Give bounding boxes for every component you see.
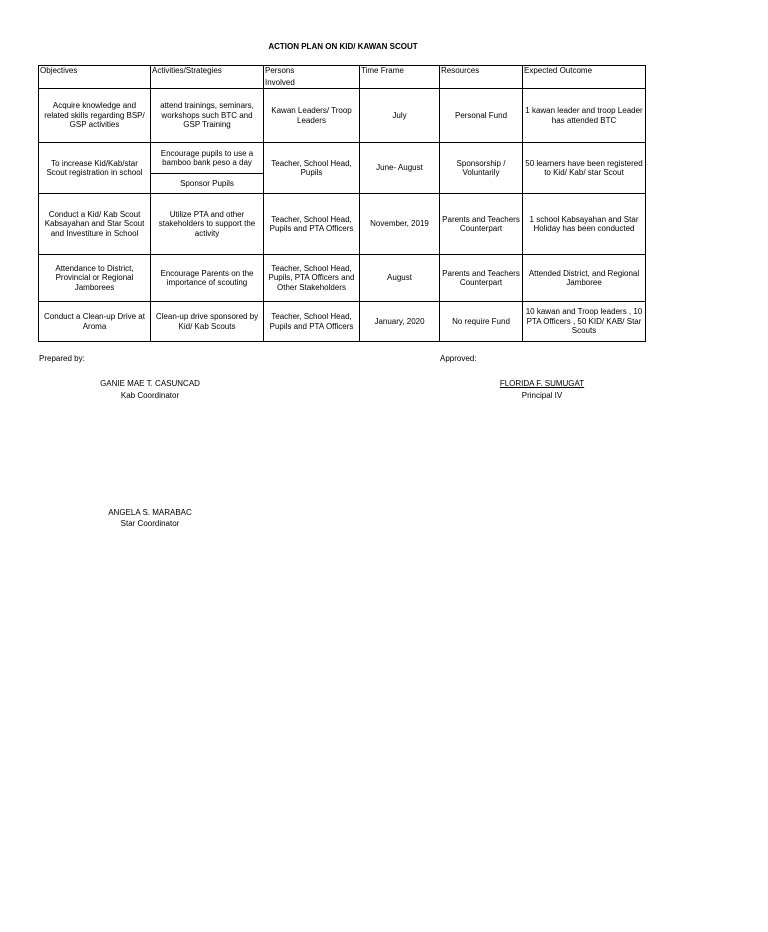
time-cell: July xyxy=(360,89,440,143)
action-plan-table xyxy=(38,65,646,342)
outcome-cell: 50 learners have been registered to Kid/ Kab/ star Scout xyxy=(523,143,646,194)
outcome-cell: 1 kawan leader and troop Leader has attended BTC xyxy=(523,89,646,143)
objective-cell: Conduct a Clean-up Drive at Aroma xyxy=(39,302,151,342)
time-cell: January, 2020 xyxy=(360,302,440,342)
header-persons-line2: Involved xyxy=(265,77,295,87)
preparer2-name: ANGELA S. MARABAC xyxy=(108,508,192,517)
header-resources: Resources xyxy=(440,66,523,89)
activity-cell: Clean-up drive sponsored by Kid/ Kab Scouts xyxy=(151,302,264,342)
table-row xyxy=(39,143,646,174)
activity-cell: attend trainings, seminars, workshops such BTC and GSP Training xyxy=(151,89,264,143)
resources-cell: Parents and Teachers Counterpart xyxy=(440,255,523,302)
header-objectives: Objectives xyxy=(39,66,151,89)
time-cell: November, 2019 xyxy=(360,194,440,255)
resources-cell: Personal Fund xyxy=(440,89,523,143)
activity-extra-cell: Sponsor Pupils xyxy=(151,174,264,194)
table-row xyxy=(39,194,646,255)
objective-cell: Attendance to District, Provincial or Regional Jamborees xyxy=(39,255,151,302)
header-persons xyxy=(264,66,360,89)
persons-cell: Teacher, School Head, Pupils, PTA Officers and Other Stakeholders xyxy=(264,255,360,302)
persons-cell: Kawan Leaders/ Troop Leaders xyxy=(264,89,360,143)
resources-cell: Sponsorship / Voluntarily xyxy=(440,143,523,194)
time-cell: June- August xyxy=(360,143,440,194)
prepared-by-label: Prepared by: xyxy=(39,354,85,363)
table-row xyxy=(39,255,646,302)
table-header-row xyxy=(39,66,646,89)
outcome-cell: 10 kawan and Troop leaders , 10 PTA Officers , 50 KID/ KAB/ Star Scouts xyxy=(523,302,646,342)
approver-title: Principal IV xyxy=(521,391,563,400)
preparer1-name: GANIE MAE T. CASUNCAD xyxy=(100,379,200,388)
resources-cell: No require Fund xyxy=(440,302,523,342)
persons-cell: Teacher, School Head, Pupils and PTA Officers xyxy=(264,194,360,255)
header-time-frame: Time Frame xyxy=(360,66,440,89)
header-activities: Activities/Strategies xyxy=(151,66,264,89)
objective-cell: Acquire knowledge and related skills regarding BSP/ GSP activities xyxy=(39,89,151,143)
document-title: ACTION PLAN ON KID/ KAWAN SCOUT xyxy=(268,42,418,51)
preparer1-title: Kab Coordinator xyxy=(120,391,180,400)
activity-cell: Utilize PTA and other stakeholders to support the activity xyxy=(151,194,264,255)
persons-cell: Teacher, School Head, Pupils and PTA Officers xyxy=(264,302,360,342)
table-row xyxy=(39,89,646,143)
header-persons-line1: Persons xyxy=(265,66,295,75)
objective-cell: To increase Kid/Kab/star Scout registration in school xyxy=(39,143,151,194)
table-row xyxy=(39,302,646,342)
outcome-cell: 1 school Kabsayahan and Star Holiday has been conducted xyxy=(523,194,646,255)
time-cell: August xyxy=(360,255,440,302)
outcome-cell: Attended District, and Regional Jamboree xyxy=(523,255,646,302)
approver-name: FLORIDA F. SUMUGAT xyxy=(499,379,585,388)
header-expected-outcome: Expected Outcome xyxy=(523,66,646,89)
persons-cell: Teacher, School Head, Pupils xyxy=(264,143,360,194)
preparer2-title: Star Coordinator xyxy=(120,519,180,528)
objective-cell: Conduct a Kid/ Kab Scout Kabsayahan and Star Scout and Investiture in School xyxy=(39,194,151,255)
resources-cell: Parents and Teachers Counterpart xyxy=(440,194,523,255)
activity-cell: Encourage Parents on the importance of scouting xyxy=(151,255,264,302)
activity-cell: Encourage pupils to use a bamboo bank peso a day xyxy=(151,143,264,174)
approved-label: Approved: xyxy=(440,354,477,363)
